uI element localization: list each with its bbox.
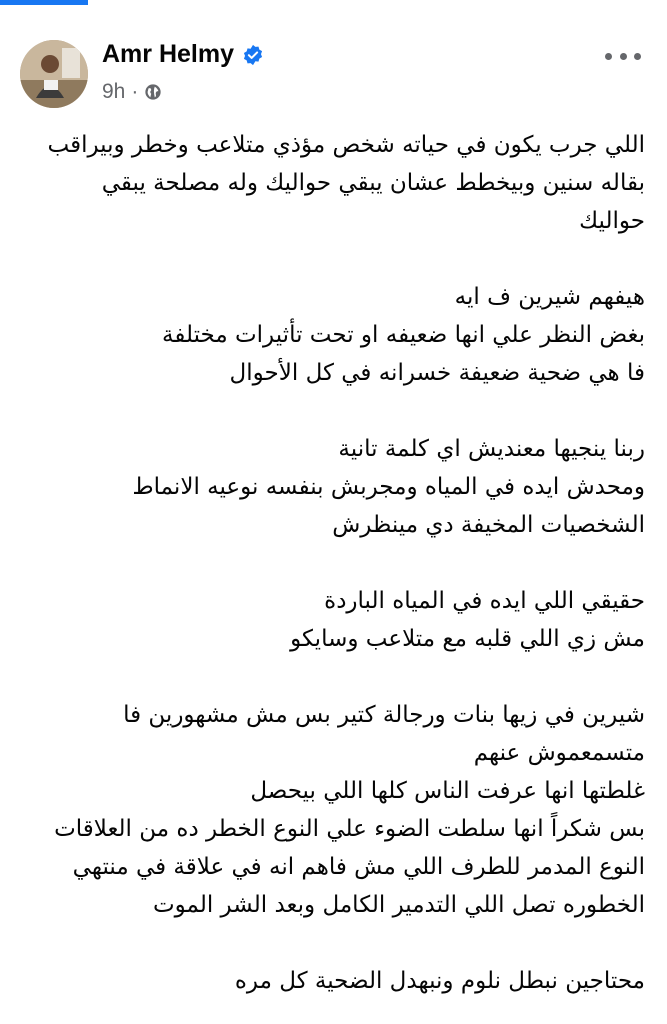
post-line: اللي جرب يكون في حياته شخص مؤذي متلاعب وخطر وبيراقب bbox=[47, 132, 645, 158]
globe-icon bbox=[144, 83, 162, 101]
post-body bbox=[18, 126, 645, 1000]
meta-separator: · bbox=[131, 80, 139, 103]
post-line: الخطوره تصل اللي التدمير الكامل وبعد الشر الموت bbox=[153, 892, 645, 918]
post-line: محتاجين نبطل نلوم ونبهدل الضحية كل مره bbox=[234, 968, 645, 994]
post-line: الشخصيات المخيفة دي مينظرش bbox=[332, 512, 645, 538]
post-line: هيفهم شيرين ف ايه bbox=[454, 284, 645, 310]
post-paragraph bbox=[18, 582, 645, 658]
post-paragraph bbox=[18, 962, 645, 1000]
post-paragraph bbox=[18, 696, 645, 924]
post-line: بغض النظر علي انها ضعيفه او تحت تأثيرات مختلفة bbox=[162, 322, 645, 348]
post-line: مش زي اللي قلبه مع متلاعب وسايكو bbox=[290, 626, 645, 652]
post-line: ربنا ينجيها معنديش اي كلمة تانية bbox=[338, 436, 645, 462]
post-line: شيرين في زيها بنات ورجالة كتير بس مش مشهورين فا bbox=[123, 702, 645, 728]
post-line: متسمعموش عنهم bbox=[473, 740, 645, 766]
post-paragraph bbox=[18, 430, 645, 544]
post-timestamp[interactable]: 9h bbox=[102, 80, 126, 103]
author-name[interactable]: Amr Helmy bbox=[102, 40, 234, 68]
verified-badge-icon bbox=[242, 44, 264, 66]
post-line: حقيقي اللي ايده في المياه الباردة bbox=[324, 588, 645, 614]
post-line: بقاله سنين وبيخطط عشان يبقي حواليك وله مصلحة يبقي bbox=[101, 170, 645, 196]
post-paragraph bbox=[18, 126, 645, 240]
post-line: النوع المدمر للطرف اللي مش فاهم انه في علاقة في منتهي bbox=[72, 854, 645, 880]
top-accent-bar bbox=[0, 0, 88, 5]
post-line: ومحدش ايده في المياه ومجربش بنفسه نوعيه الانماط bbox=[132, 474, 645, 500]
post-line: فا هي ضحية ضعيفة خسرانه في كل الأحوال bbox=[229, 360, 645, 386]
more-options-icon[interactable] bbox=[605, 44, 641, 68]
avatar[interactable] bbox=[20, 40, 88, 108]
post-paragraph bbox=[18, 278, 645, 392]
post-line: غلطتها انها عرفت الناس كلها اللي بيحصل bbox=[250, 778, 645, 804]
post-line: حواليك bbox=[579, 208, 645, 234]
post-line: بس شكراً انها سلطت الضوء علي النوع الخطر ده من العلاقات bbox=[54, 816, 645, 842]
post-header bbox=[20, 38, 647, 108]
